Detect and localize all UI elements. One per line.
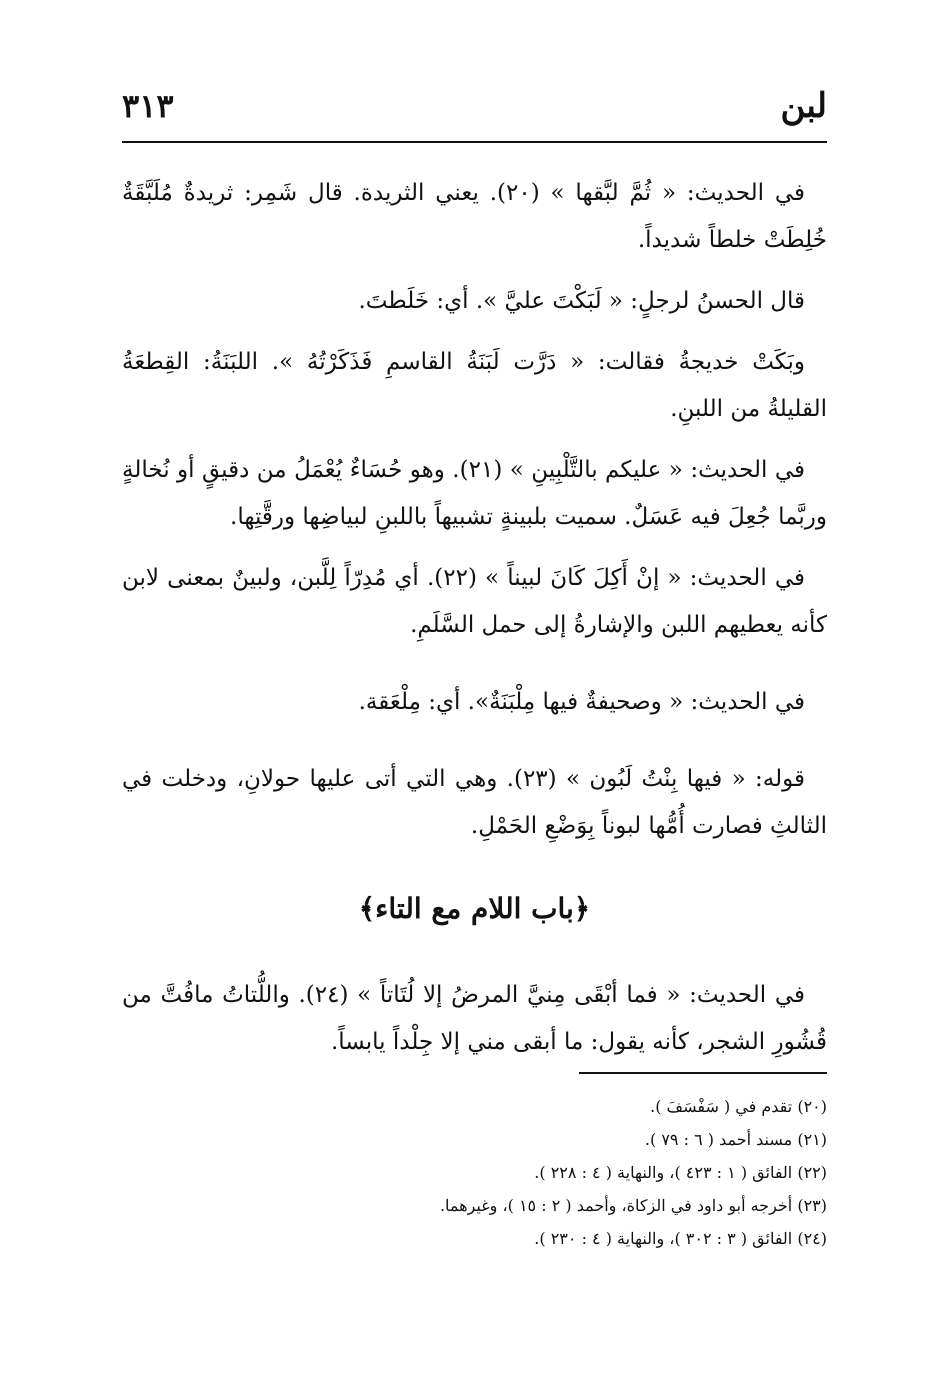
paragraph: وبَكَتْ خديجةُ فقالت: « دَرَّت لَبَنَةُ القاسمِ فَذَكَرْتُهُ ». اللبَنَةُ: القِطعَةُ القليلةُ من اللبنِ. bbox=[122, 349, 827, 422]
footnote: (٢٤) الفائق ( ٣ : ٣٠٢ )، والنهاية ( ٤ : ٢٣٠ ). bbox=[534, 1229, 827, 1248]
main-text bbox=[122, 170, 827, 1080]
footnote: (٢٢) الفائق ( ١ : ٤٢٣ )، والنهاية ( ٤ : ٢٢٨ ). bbox=[534, 1163, 827, 1182]
paragraph: في الحديث: « وصحيفةٌ فيها مِلْبَنَةٌ». أي: مِلْعَقة. bbox=[358, 689, 805, 715]
footnote: (٢٠) تقدم في ( سَفْسَفَ ). bbox=[650, 1097, 827, 1116]
paragraph: في الحديث: « إنْ أَكِلَ كَانَ لبيناً » (٢٢). أي مُدِرّاً لِلَّبن، ولبينٌ بمعنى لابن كأنه يعطيهم اللبن والإشارةُ إلى حمل السَّلَمِ. bbox=[122, 565, 827, 638]
paragraph: قوله: « فيها بِنْتُ لَبُون » (٢٣). وهي التي أتى عليها حولانِ، ودخلت في الثالثِ فصارت أُمُّها لبوناً بِوَضْعِ الحَمْلِ. bbox=[122, 766, 827, 839]
entry-word-heading: لبن bbox=[780, 86, 827, 126]
paragraph: في الحديث: « ثُمَّ لبَّقها » (٢٠). يعني الثريدة. قال شَمِر: ثريدةٌ مُلَبَّقَةٌ خُلِطَتْ خلطاً شديداً. bbox=[122, 180, 827, 253]
header-rule bbox=[122, 141, 827, 143]
running-header bbox=[122, 82, 827, 142]
paragraph: قال الحسنُ لرجلٍ: « لَبَكْتَ عليَّ ». أي: خَلَطتَ. bbox=[358, 288, 805, 314]
paragraph: في الحديث: « عليكم بالتَّلْبِينِ » (٢١). وهو حُسَاءٌ يُعْمَلُ من دقيقٍ أو نُخالةٍ وربَّما جُعِلَ فيه عَسَلٌ. سميت بلبينةٍ تشبيهاً باللبنِ لبياضِها ورقَّتِها. bbox=[122, 457, 827, 530]
page-number: ٣١٣ bbox=[122, 87, 174, 125]
footnote: (٢١) مسند أحمد ( ٦ : ٧٩ ). bbox=[644, 1130, 827, 1149]
footnote: (٢٣) أخرجه أبو داود في الزكاة، وأحمد ( ٢ : ١٥ )، وغيرهما. bbox=[439, 1196, 827, 1215]
footnote-rule bbox=[579, 1072, 827, 1074]
footnotes bbox=[122, 1090, 827, 1255]
paragraph: في الحديث: « فما أبْقَى مِنيَّ المرضُ إلا لُتَاتاً » (٢٤). واللُّتاتُ مافُتَّ من قُشُورِ الشجر، كأنه يقول: ما أبقى مني إلا جِلْداً يابساً. bbox=[122, 982, 827, 1055]
section-title: ﴿باب اللام مع التاء﴾ bbox=[358, 892, 591, 925]
